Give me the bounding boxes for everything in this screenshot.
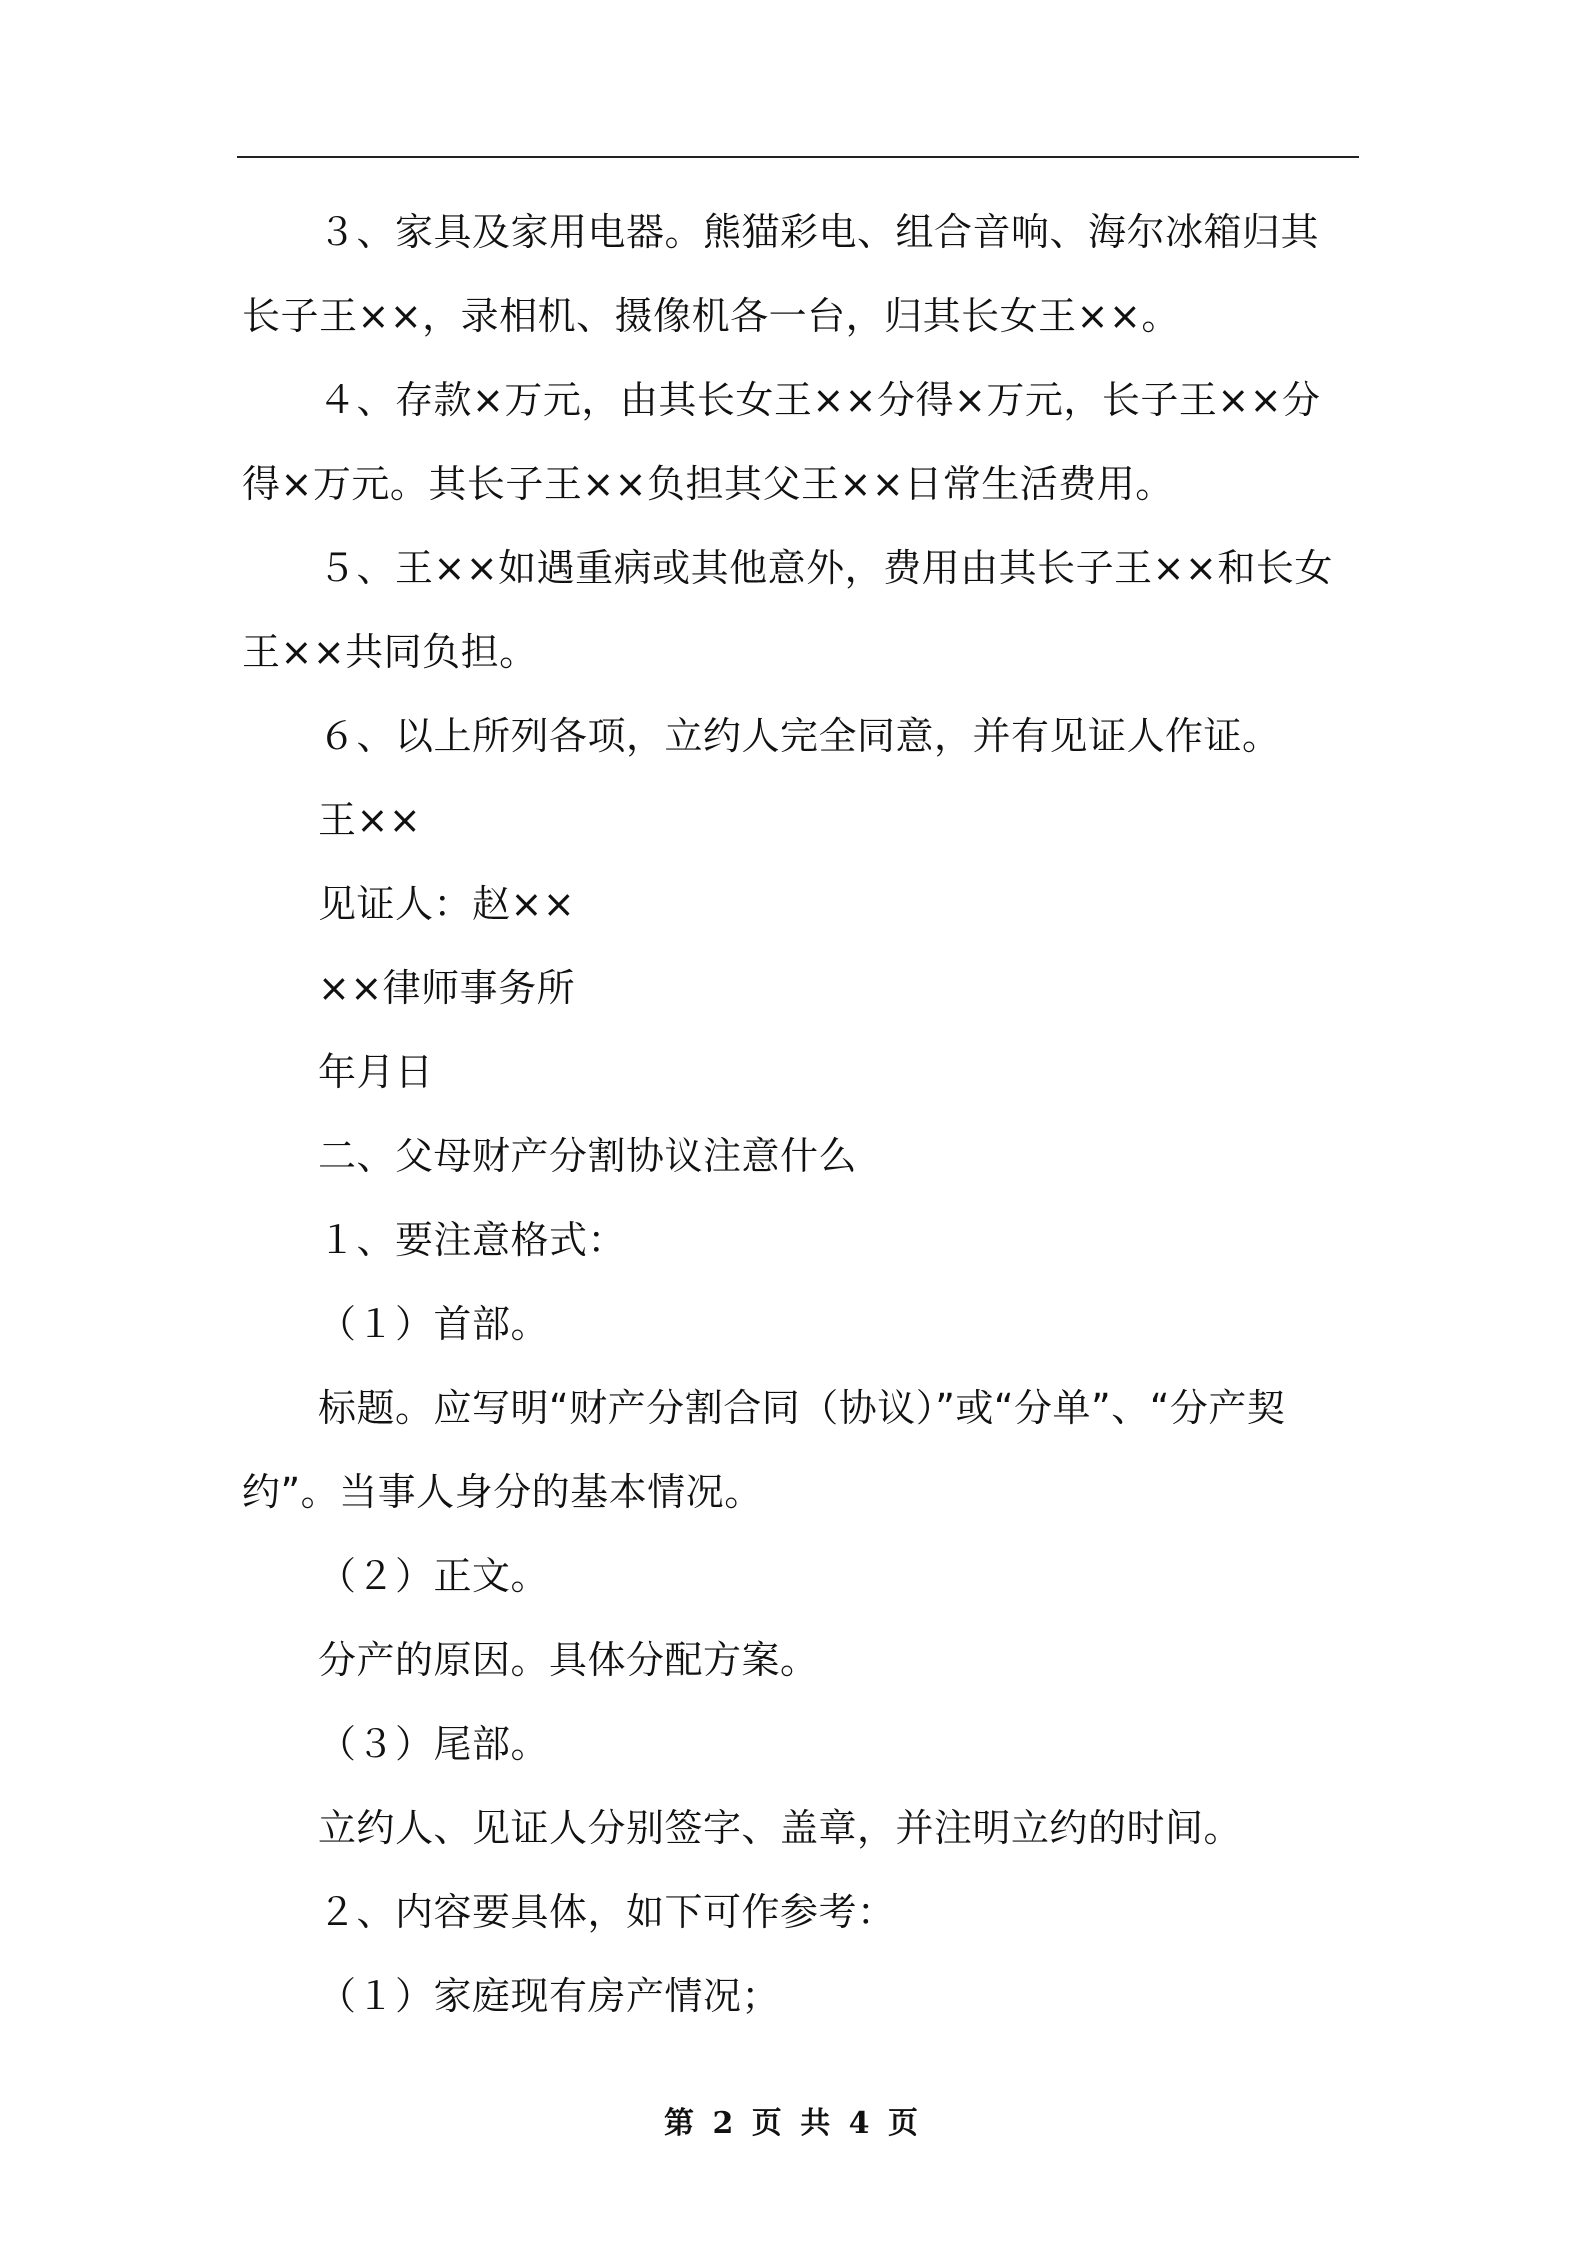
witness-line: 见证人：赵×× bbox=[318, 882, 576, 926]
subpoint-footer: （３）尾部。 bbox=[318, 1722, 550, 1766]
document-body bbox=[242, 190, 1354, 2038]
paragraph-item-5: ５、王××如遇重病或其他意外，费用由其长子王××和长女王××共同负担。 bbox=[242, 546, 1333, 674]
date-line: 年月日 bbox=[318, 1050, 434, 1094]
body-description: 分产的原因。具体分配方案。 bbox=[318, 1638, 819, 1682]
point-format: １、要注意格式： bbox=[318, 1218, 627, 1262]
footer-description: 立约人、见证人分别签字、盖章，并注明立约的时间。 bbox=[318, 1806, 1243, 1850]
section-heading: 二、父母财产分割协议注意什么 bbox=[318, 1134, 858, 1178]
paragraph-item-3: ３、家具及家用电器。熊猫彩电、组合音响、海尔冰箱归其长子王××，录相机、摄像机各一台，归其长女王××。 bbox=[242, 210, 1320, 338]
header-description: 标题。应写明“财产分割合同（协议）”或“分单”、“分产契约”。当事人身分的基本情况。 bbox=[242, 1386, 1286, 1514]
subpoint-body: （２）正文。 bbox=[318, 1554, 550, 1598]
paragraph-item-4: ４、存款×万元，由其长女王××分得×万元，长子王××分得×万元。其长子王××负担其父王××日常生活费用。 bbox=[242, 378, 1321, 506]
subpoint-housing: （１）家庭现有房产情况； bbox=[318, 1974, 781, 2018]
point-content: ２、内容要具体，如下可作参考： bbox=[318, 1890, 896, 1934]
header-rule bbox=[237, 156, 1359, 158]
page-number: 第 2 页 共 4 页 bbox=[664, 2106, 922, 2141]
law-firm-line: ××律师事务所 bbox=[318, 966, 576, 1010]
signatory-name: 王×× bbox=[318, 798, 422, 842]
paragraph-item-6: ６、以上所列各项，立约人完全同意，并有见证人作证。 bbox=[318, 714, 1281, 758]
subpoint-header: （１）首部。 bbox=[318, 1302, 550, 1346]
